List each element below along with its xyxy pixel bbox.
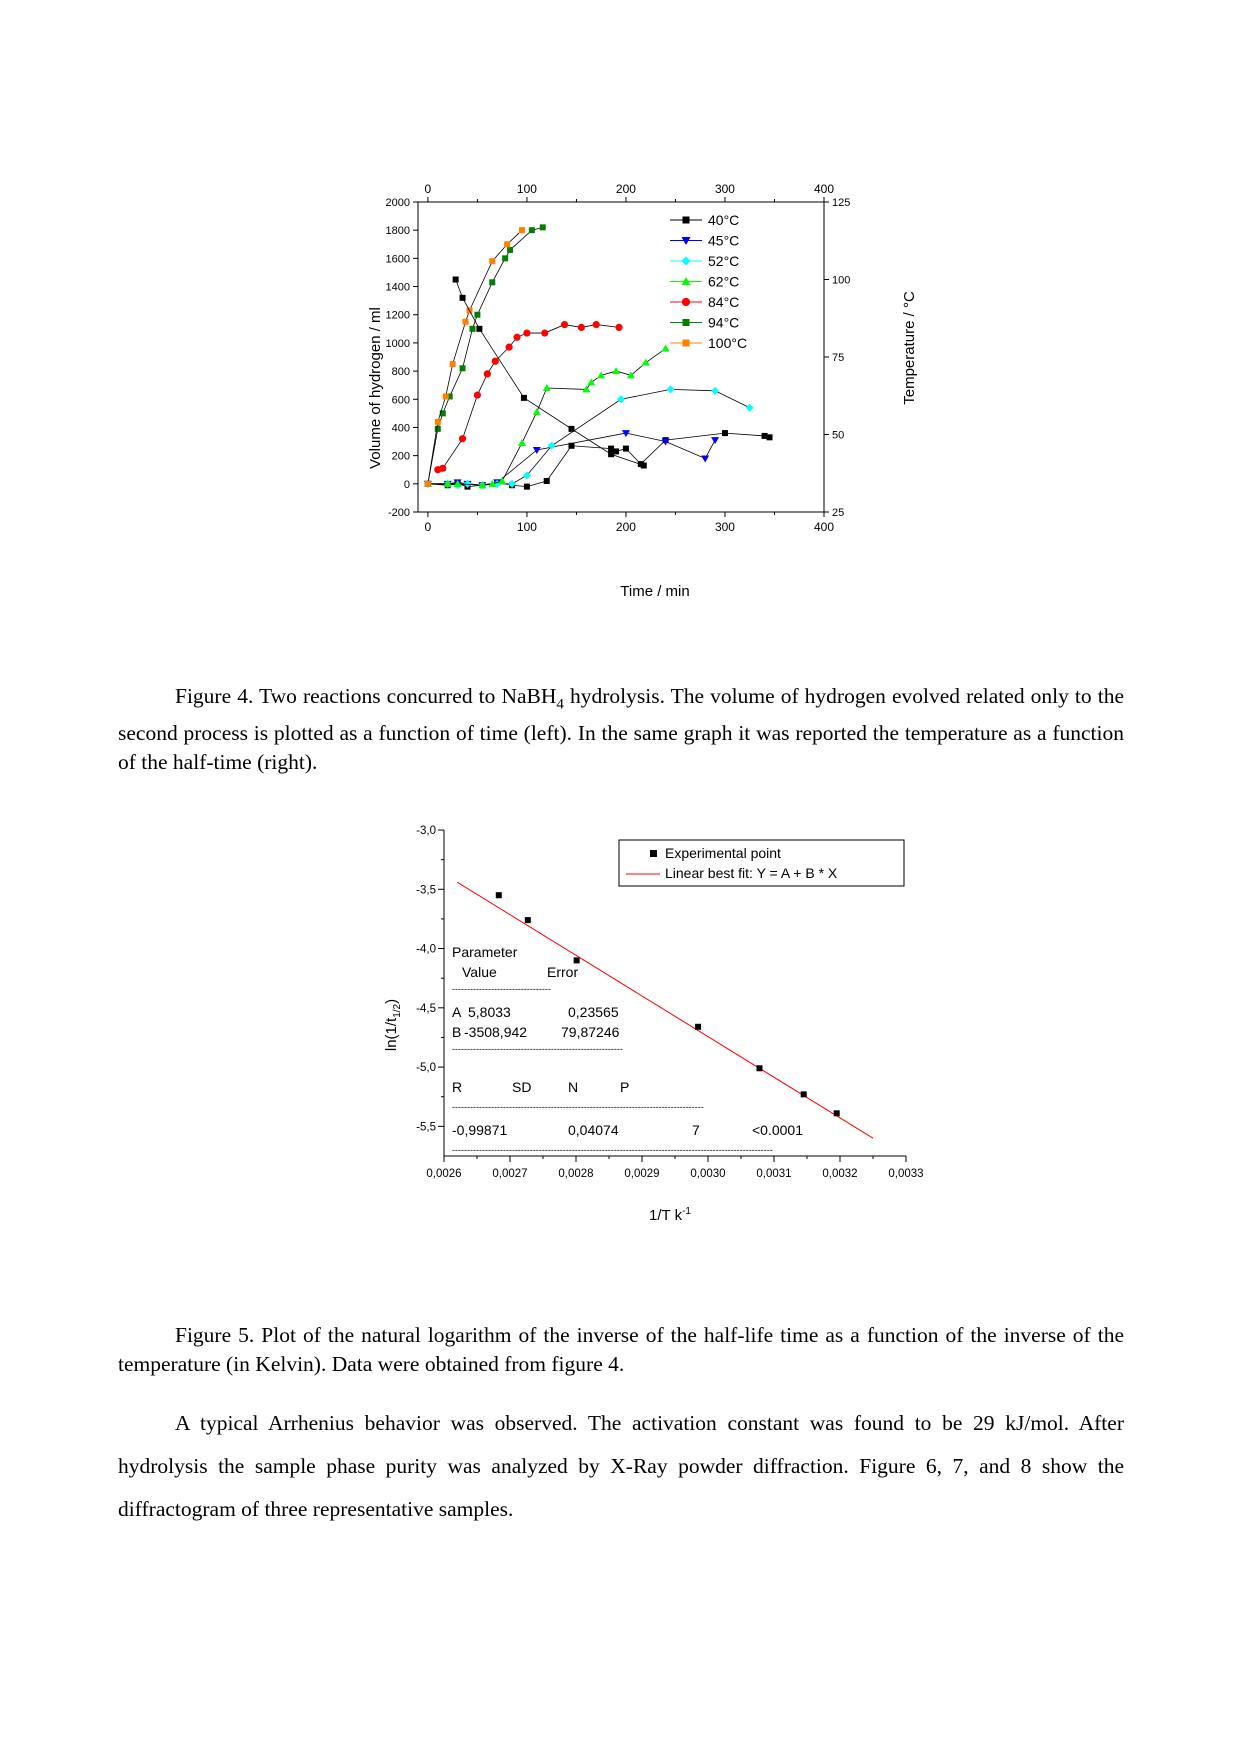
data-point: [540, 224, 546, 230]
data-point: [435, 419, 441, 425]
y-tick-label: -4,0: [416, 943, 436, 956]
figure-4-caption: Figure 4. Two reactions concurred to NaBH$_4$ hydrolysis. The volume of hydrogen evolved related only to the second process is plotted as a function of time (left). In the same graph it was reported the temperature as a function of the half-time (right).: [118, 684, 1124, 775]
data-point: [587, 378, 595, 385]
data-point: [506, 344, 513, 351]
data-point: [662, 345, 670, 352]
data-point: [476, 326, 482, 332]
x-tick-label-top: 300: [714, 182, 735, 196]
y-axis-title: Volume of hydrogen / ml: [367, 307, 384, 469]
x-tick-label: 400: [813, 520, 835, 534]
y-tick-label: 800: [391, 366, 410, 379]
data-point: [701, 455, 709, 462]
y-tick-label: 200: [391, 450, 410, 463]
data-point: [582, 385, 590, 392]
dash-line: ------------------------------------------------------------------------------------: [452, 1102, 704, 1112]
data-point: [623, 446, 629, 452]
data-point: [578, 324, 585, 331]
plot-border: [418, 202, 824, 512]
dash-line: -----------------------------------------------------------------------------------------------------------: [452, 1145, 773, 1155]
legend-label: 94°C: [708, 314, 740, 331]
stat-r: -0,99871: [452, 1122, 508, 1138]
y-tick-label: 2000: [385, 197, 410, 209]
data-point: [711, 387, 719, 395]
stat-header-r: R: [452, 1079, 463, 1095]
dash-line: ---------------------------------------------------------: [452, 1044, 623, 1054]
legend-label: 100°C: [708, 335, 748, 351]
y2-tick-label: 25: [832, 507, 845, 519]
x-tick-label: 300: [714, 520, 735, 534]
stat-header-n: N: [568, 1079, 579, 1095]
data-point: [612, 367, 620, 374]
x-tick-label: 0,0027: [492, 1168, 528, 1180]
y-tick-label: 1400: [385, 281, 410, 294]
legend-label: 62°C: [708, 273, 740, 290]
data-point: [523, 329, 530, 336]
legend-label: 45°C: [708, 232, 740, 249]
data-point: [469, 326, 475, 332]
experimental-point: [801, 1091, 807, 1097]
data-point: [615, 324, 622, 331]
param-b-value: -3508,942: [464, 1024, 528, 1040]
data-point: [450, 361, 456, 367]
error-header: Error: [547, 964, 579, 980]
x-tick-label-top: 400: [813, 182, 835, 196]
figure-5-chart: [380, 820, 924, 1240]
data-point: [541, 329, 548, 336]
y2-tick-label: 50: [832, 429, 845, 442]
series-line: [428, 433, 770, 487]
data-point: [443, 393, 449, 399]
x-tick-label: 100: [516, 520, 537, 534]
data-point: [746, 404, 754, 412]
data-point: [439, 465, 446, 472]
param-a-value: 5,8033: [468, 1004, 511, 1020]
y-tick-label: 400: [391, 422, 410, 435]
fit-parameters-table: [452, 944, 803, 1155]
param-header: Parameter: [452, 944, 518, 960]
data-point: [474, 391, 481, 398]
fit-line: [457, 882, 873, 1138]
legend-label: 52°C: [708, 253, 740, 269]
data-point: [617, 395, 625, 403]
data-point: [711, 437, 719, 444]
data-point: [489, 258, 495, 264]
y2-tick-label: 100: [832, 274, 851, 287]
legend-label-point: Experimental point: [665, 845, 781, 861]
data-point: [502, 255, 508, 261]
legend-marker: [682, 257, 691, 266]
data-point: [593, 321, 600, 328]
x-tick-label: 0,0030: [690, 1168, 726, 1180]
experimental-point: [834, 1110, 840, 1116]
figure-4-chart: [360, 180, 920, 610]
legend-label: 40°C: [708, 212, 740, 228]
data-point: [459, 435, 466, 442]
data-point: [513, 334, 520, 341]
stat-header-p: P: [620, 1079, 630, 1095]
figure-5-caption: Figure 5. Plot of the natural logarithm of the inverse of the half-life time as a function of the inverse of the temperature (in Kelvin). Data were obtained from figure 4.: [118, 1323, 1124, 1376]
x-axis-title: 1/T $k^{-1}$: [649, 1206, 691, 1224]
y-tick-label: 1200: [385, 309, 410, 322]
data-point: [722, 430, 728, 436]
x-axis-title: Time / min: [620, 583, 690, 600]
series-line: [428, 433, 715, 485]
stat-header-sd: SD: [512, 1079, 532, 1095]
data-point: [492, 358, 499, 365]
x-tick-label: 0,0033: [888, 1168, 924, 1180]
series-line: [428, 389, 750, 485]
experimental-point: [574, 957, 580, 963]
stat-n: 7: [692, 1122, 700, 1138]
data-point: [608, 451, 614, 457]
y-tick-label: -200: [387, 507, 410, 519]
data-point: [518, 439, 526, 446]
y2-axis-title: Temperature / °C: [901, 291, 918, 405]
experimental-point: [695, 1024, 701, 1030]
series-line: [438, 325, 619, 470]
x-tick-label-top: 200: [615, 182, 636, 196]
x-tick-label: 0,0029: [624, 1168, 660, 1180]
data-point: [474, 312, 480, 318]
data-point: [504, 241, 510, 247]
y-tick-label: 1600: [385, 253, 410, 266]
y2-tick-label: 125: [832, 197, 851, 209]
data-point: [642, 359, 650, 366]
param-a-label: A: [452, 1004, 462, 1020]
data-point: [507, 247, 513, 253]
data-point: [533, 408, 541, 415]
y-tick-label: 600: [391, 394, 410, 407]
y-tick-label: -5,0: [416, 1062, 436, 1075]
x-tick-label: 0,0026: [426, 1168, 462, 1180]
experimental-points: [496, 892, 840, 1116]
legend-label: 84°C: [708, 294, 740, 310]
data-point: [667, 385, 675, 393]
data-point: [425, 481, 431, 487]
data-point: [641, 463, 647, 469]
data-point: [463, 319, 469, 325]
legend-marker-point: [650, 850, 657, 857]
legend-marker: [683, 319, 690, 326]
fit-line-segment: [457, 882, 873, 1138]
legend: [670, 212, 747, 351]
data-point: [435, 426, 441, 432]
x-tick-label: 0,0031: [756, 1168, 792, 1180]
body-paragraph: A typical Arrhenius behavior was observed. The activation constant was found to be 29 kJ/mol. After hydrolysis the sample phase purity was analyzed by X-Ray powder diffraction. Figure 6, 7, and 8 show the diffractogram of three representative samples.: [118, 1411, 1124, 1521]
dash-line: ---------------------------------: [452, 984, 551, 994]
x-tick-label: 0,0032: [822, 1168, 858, 1180]
y-tick-label: -3,0: [416, 825, 436, 837]
series-line: [428, 230, 522, 484]
data-point: [489, 279, 495, 285]
experimental-point: [525, 917, 531, 923]
y-tick-label: -3,5: [416, 884, 436, 897]
legend: [619, 840, 904, 886]
x-tick-label-top: 0: [424, 182, 432, 196]
data-point: [519, 227, 525, 233]
data-point: [544, 478, 550, 484]
x-tick-label: 200: [615, 520, 636, 534]
stat-p: <0.0001: [752, 1122, 803, 1138]
experimental-point: [756, 1065, 762, 1071]
data-point: [524, 484, 530, 490]
data-point: [529, 227, 535, 233]
legend-label-fit: Linear best fit: Y = A + B * X: [665, 865, 838, 881]
legend-marker: [683, 340, 690, 347]
data-point: [453, 277, 459, 283]
data-point: [568, 426, 574, 432]
value-header: Value: [462, 964, 497, 980]
data-point: [521, 395, 527, 401]
y-axis-title: $\ln(1/t_{1/2})$: [383, 998, 403, 1052]
data-point: [767, 434, 773, 440]
data-point: [543, 384, 551, 391]
data-point: [561, 321, 568, 328]
experimental-point: [496, 892, 502, 898]
y-tick-label: -4,5: [416, 1002, 436, 1015]
param-b-error: 79,87246: [561, 1024, 620, 1040]
y2-tick-label: 75: [832, 352, 845, 364]
legend-marker: [682, 298, 690, 306]
stat-sd: 0,04074: [568, 1122, 619, 1138]
param-b-label: B: [452, 1024, 462, 1040]
data-point: [533, 447, 541, 454]
x-tick-label-top: 100: [516, 182, 537, 196]
y-tick-label: -5,5: [416, 1121, 436, 1134]
param-a-error: 0,23565: [568, 1004, 619, 1020]
x-tick-label: 0: [424, 520, 432, 534]
legend-marker: [683, 217, 690, 224]
y-tick-label: 1800: [385, 225, 410, 238]
x-tick-label: 0,0028: [558, 1168, 594, 1180]
data-point: [460, 295, 466, 301]
data-point: [460, 365, 466, 371]
y-tick-label: 1000: [385, 337, 410, 350]
plot-frame: [418, 202, 824, 512]
y-tick-label: 0: [403, 478, 410, 491]
data-point: [484, 370, 491, 377]
